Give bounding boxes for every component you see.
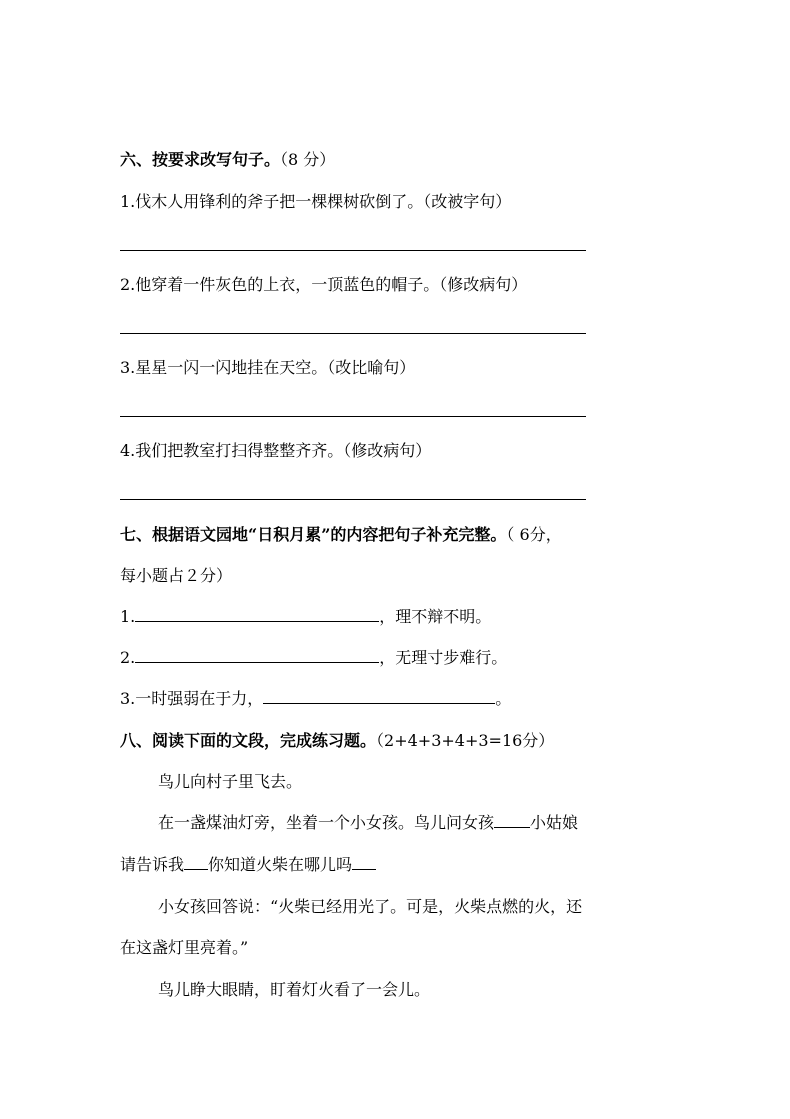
- passage-text: 小姑娘: [530, 813, 579, 832]
- section-6-heading: [120, 150, 335, 170]
- passage-paragraph-4: 鸟儿睁大眼睛，盯着灯火看了一会儿。: [158, 980, 431, 999]
- answer-line-6-4[interactable]: [120, 499, 586, 500]
- answer-line-6-1[interactable]: [120, 250, 586, 251]
- question-7-1-text: ，理不辩不明。: [379, 607, 492, 626]
- question-7-1: [120, 607, 491, 627]
- passage-text: 请告诉我: [120, 855, 185, 874]
- question-7-3: [120, 689, 511, 709]
- punctuation-blank-1[interactable]: [494, 813, 530, 828]
- answer-line-6-2[interactable]: [120, 333, 586, 334]
- question-7-3-end: 。: [495, 689, 512, 708]
- section-7-title: 七、根据语文园地“日积月累”的内容把句子补充完整。: [120, 525, 507, 544]
- question-7-1-number: 1.: [120, 607, 136, 626]
- section-8-title: 八、阅读下面的文段，完成练习题。: [120, 731, 377, 750]
- section-7-heading: [120, 525, 562, 545]
- section-7-score-note: 每小题占２分）: [120, 566, 233, 585]
- section-8-heading: [120, 731, 554, 751]
- punctuation-blank-3[interactable]: [352, 855, 376, 870]
- passage-text: 在一盏煤油灯旁，坐着一个小女孩。鸟儿问女孩: [158, 813, 495, 832]
- question-7-2-text: ，无理寸步难行。: [379, 648, 508, 667]
- question-6-2: 2.他穿着一件灰色的上衣，一顶蓝色的帽子。（修改病句）: [120, 275, 528, 294]
- section-6-score: （8 分）: [280, 150, 336, 169]
- passage-paragraph-1: 鸟儿向村子里飞去。: [158, 772, 303, 791]
- fill-blank-7-1[interactable]: [135, 607, 379, 622]
- fill-blank-7-3[interactable]: [263, 689, 495, 704]
- section-8-score: （2+4+3+4+3=16分）: [376, 731, 555, 750]
- question-7-2: [120, 648, 507, 668]
- question-7-3-text: 3.一时强弱在于力，: [120, 689, 264, 708]
- question-6-1: 1.伐木人用锋利的斧子把一棵棵树砍倒了。（改被字句）: [120, 192, 512, 211]
- passage-text: 你知道火柴在哪儿吗: [208, 855, 353, 874]
- passage-paragraph-2-line-2: [120, 855, 376, 875]
- section-7-score: （ 6分，: [506, 525, 562, 544]
- punctuation-blank-2[interactable]: [184, 855, 208, 870]
- question-6-4: 4.我们把教室打扫得整整齐齐。（修改病句）: [120, 441, 432, 460]
- passage-paragraph-3-line-2: 在这盏灯里亮着。”: [120, 938, 249, 957]
- passage-paragraph-3-line-1: 小女孩回答说：“火柴已经用光了。可是，火柴点燃的火，还: [158, 897, 583, 916]
- question-7-2-number: 2.: [120, 648, 136, 667]
- question-6-3: 3.星星一闪一闪地挂在天空。（改比喻句）: [120, 358, 416, 377]
- section-6-title: 六、按要求改写句子。: [120, 150, 281, 169]
- fill-blank-7-2[interactable]: [135, 648, 379, 663]
- passage-paragraph-2-line-1: [158, 813, 578, 833]
- answer-line-6-3[interactable]: [120, 416, 586, 417]
